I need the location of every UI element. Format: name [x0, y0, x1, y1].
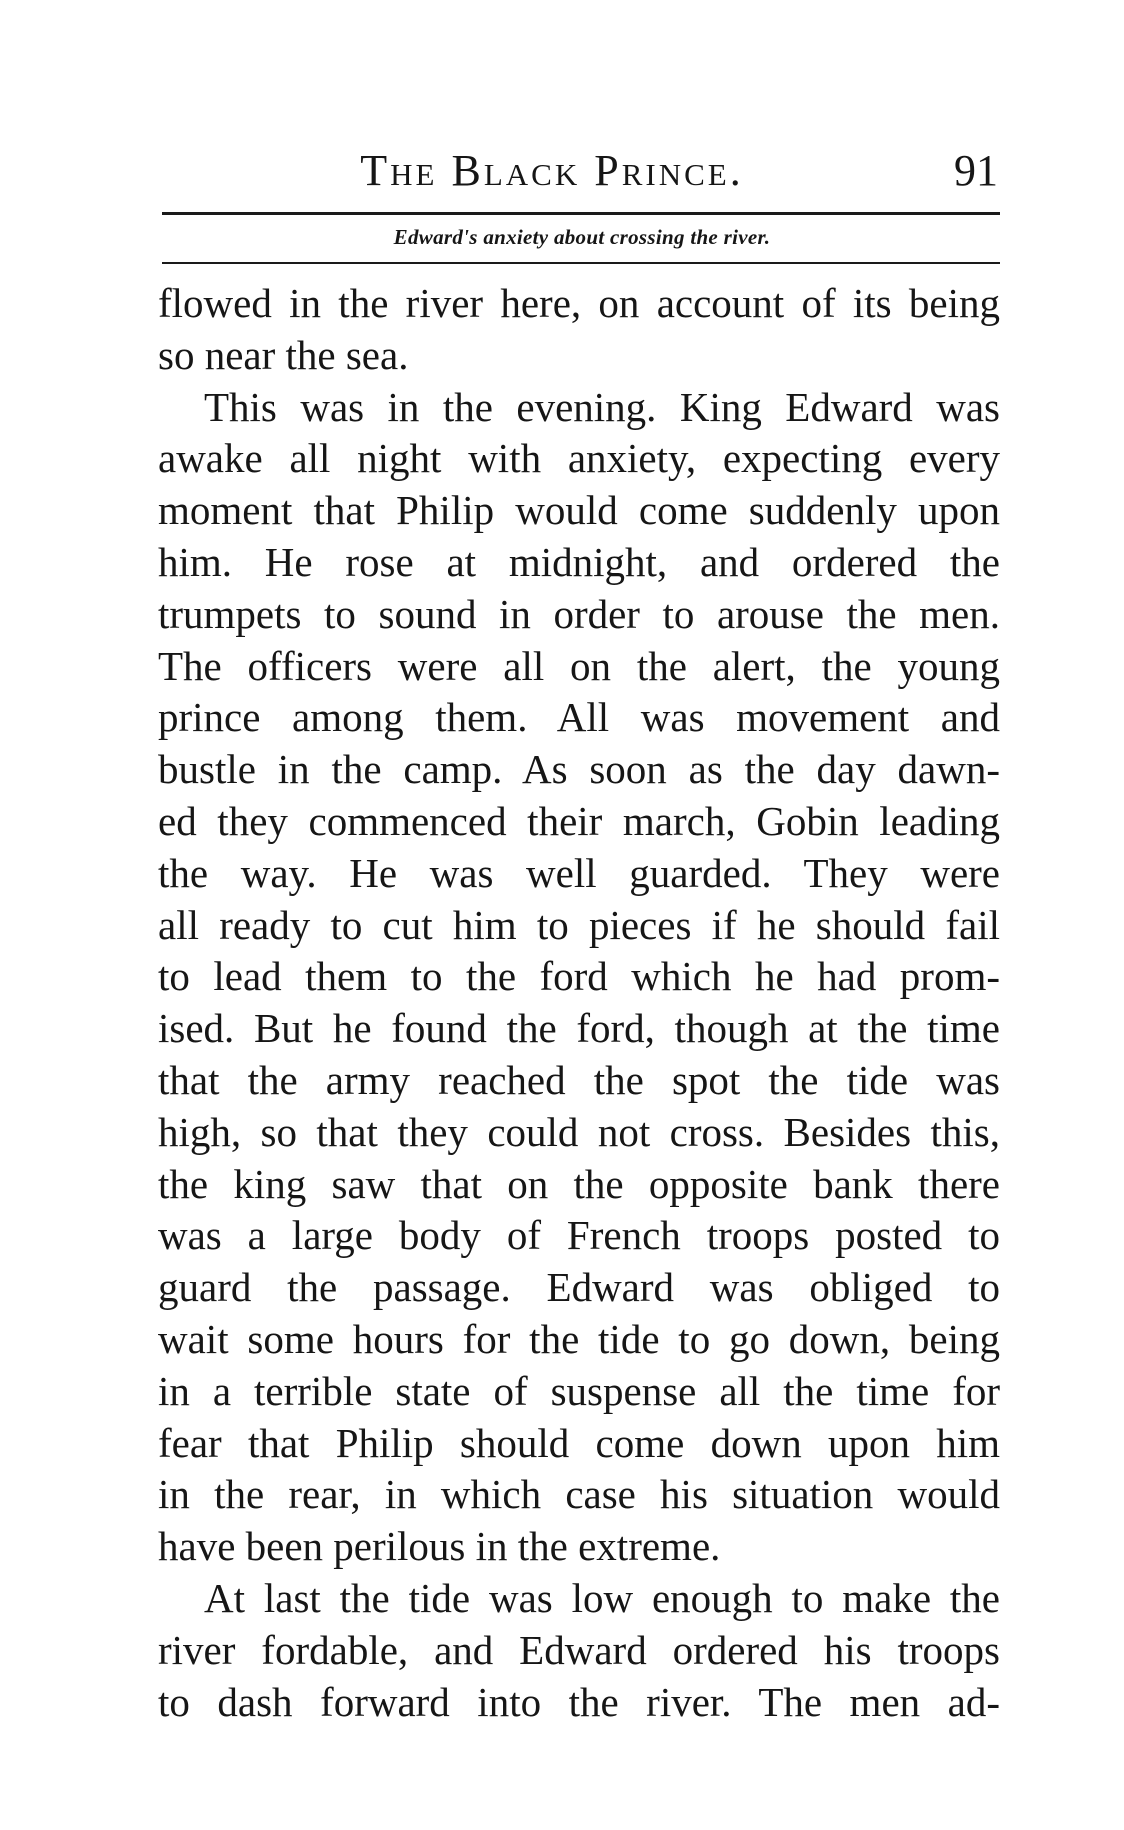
- paragraph: [158, 382, 1000, 1573]
- text-line: ed they commenced their march, Gobin leading: [158, 797, 1000, 844]
- section-subheading: Edward's anxiety about crossing the river.: [393, 225, 771, 249]
- text-line: fear that Philip should come down upon him: [158, 1419, 1000, 1466]
- text-line: the way. He was well guarded. They were: [158, 849, 1000, 896]
- text-line: trumpets to sound in order to arouse the men.: [158, 590, 1000, 637]
- text-line: him. He rose at midnight, and ordered the: [158, 538, 1000, 585]
- body-text: [158, 278, 1000, 1728]
- text-line: to lead them to the ford which he had prom-: [158, 953, 1000, 1000]
- header-rule-top: [162, 212, 1000, 215]
- text-line: river fordable, and Edward ordered his troops: [158, 1626, 1000, 1673]
- text-line: wait some hours for the tide to go down, being: [158, 1315, 1000, 1362]
- text-line: have been perilous in the extreme.: [158, 1523, 721, 1570]
- text-line: so near the sea.: [158, 331, 409, 378]
- text-line: flowed in the river here, on account of its being: [158, 280, 1000, 326]
- running-title: The Black Prince.: [360, 146, 744, 195]
- text-line: awake all night with anxiety, expecting every: [158, 435, 1000, 482]
- text-line: prince among them. All was movement and: [158, 694, 1000, 741]
- text-line: all ready to cut him to pieces if he should fail: [158, 901, 1000, 948]
- text-line: ised. But he found the ford, though at the time: [158, 1005, 1000, 1052]
- text-line: This was in the evening. King Edward was: [204, 383, 1000, 430]
- text-line: moment that Philip would come suddenly upon: [158, 487, 1000, 534]
- text-line: in the rear, in which case his situation would: [158, 1471, 1000, 1518]
- text-line: that the army reached the spot the tide was: [158, 1056, 1000, 1103]
- text-line: to dash forward into the river. The men ad-: [158, 1678, 1000, 1725]
- text-line: guard the passage. Edward was obliged to: [158, 1264, 1000, 1311]
- header-rule-bottom: [162, 262, 1000, 264]
- paragraph: [158, 278, 1000, 382]
- page-number: 91: [954, 146, 998, 195]
- paragraph: [158, 1573, 1000, 1728]
- text-line: in a terrible state of suspense all the time for: [158, 1367, 1000, 1414]
- text-line: At last the tide was low enough to make the: [204, 1574, 1000, 1621]
- text-line: bustle in the camp. As soon as the day dawn-: [158, 746, 1000, 793]
- text-line: was a large body of French troops posted to: [158, 1212, 1000, 1259]
- text-line: high, so that they could not cross. Besides this,: [158, 1108, 1000, 1155]
- text-line: The officers were all on the alert, the young: [158, 642, 1000, 689]
- text-line: the king saw that on the opposite bank there: [158, 1160, 1000, 1207]
- running-head: [162, 146, 1002, 196]
